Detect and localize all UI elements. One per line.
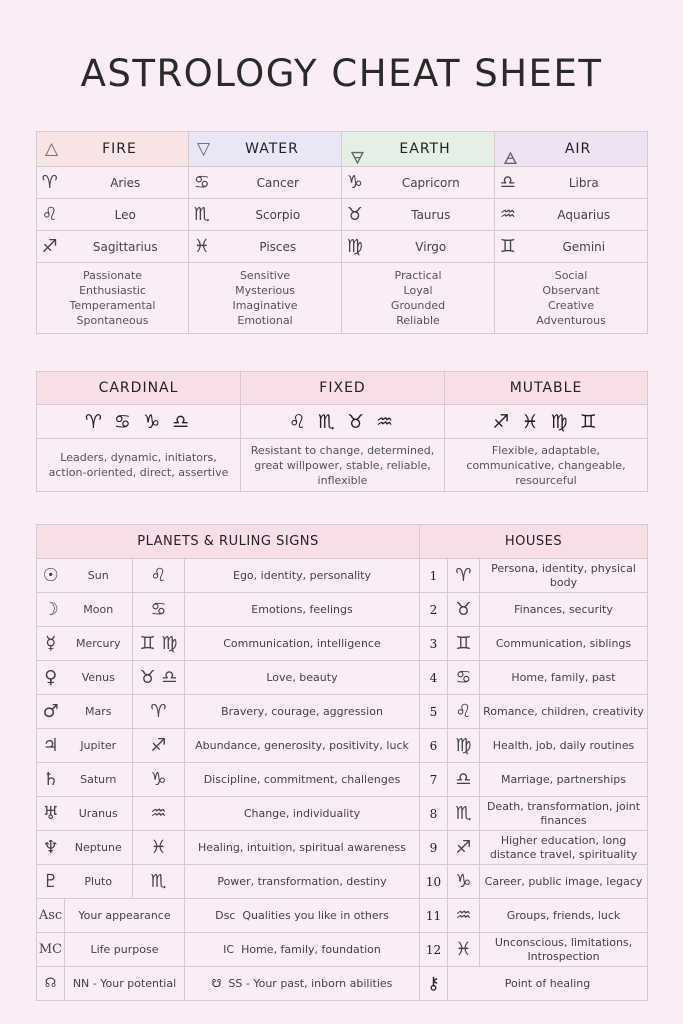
planet-row [37, 763, 420, 797]
house-description: Career, public image, legacy [480, 865, 648, 899]
planet-name: Mercury [65, 627, 133, 661]
water-traits [189, 263, 342, 334]
neptune-icon: ♆ [37, 831, 65, 865]
axis-pair [185, 933, 420, 967]
page-title: ASTROLOGY CHEAT SHEET [80, 52, 603, 95]
elements-sign-row [37, 231, 648, 263]
ruling-sign-icon: ♈ [133, 695, 185, 729]
planet-name: Saturn [65, 763, 133, 797]
planet-name: Neptune [65, 831, 133, 865]
moon-icon: ☽ [37, 593, 65, 627]
house-number: 7 [420, 763, 448, 797]
mutable-description: Flexible, adaptable, communicative, changeable, resourceful [445, 439, 648, 492]
sagittarius-icon: ♐ [37, 231, 63, 263]
house-number: 9 [420, 831, 448, 865]
trait: Social [554, 269, 588, 282]
midheaven-icon: MC [37, 933, 65, 967]
house-row [420, 627, 648, 661]
libra-icon: ♎ [448, 763, 480, 797]
water-triangle-icon: ▽ [197, 139, 212, 159]
ruling-sign-icon: ♉ ♎ [133, 661, 185, 695]
house-number: 6 [420, 729, 448, 763]
axis-row [37, 933, 420, 967]
south-node-icon: ☋ [211, 977, 222, 990]
planet-keywords: Power, transformation, destiny [185, 865, 420, 899]
house-number: 2 [420, 593, 448, 627]
healing-text: Point of healing [448, 967, 648, 1001]
ruling-sign-icon: ♒ [133, 797, 185, 831]
trait: Emotional [237, 314, 293, 327]
axis-pair [185, 899, 420, 933]
modalities-desc-row [37, 439, 648, 492]
sagittarius-icon: ♐ [448, 831, 480, 865]
elements-table [36, 131, 648, 334]
house-row [420, 797, 648, 831]
capricorn-icon: ♑ [448, 865, 480, 899]
house-row [420, 661, 648, 695]
house-row [420, 593, 648, 627]
trait: Adventurous [536, 314, 606, 327]
house-row [420, 899, 648, 933]
elements-sign-row [37, 199, 648, 231]
sign-name: Gemini [521, 231, 648, 263]
elements-sign-row [37, 167, 648, 199]
fixed-signs-icons: ♌ ♏ ♉ ♒ [241, 405, 445, 439]
planet-row [37, 593, 420, 627]
imum-coeli-icon: IC [223, 943, 235, 956]
trait: Practical [394, 269, 442, 282]
trait: Loyal [403, 284, 433, 297]
planet-keywords: Change, individuality [185, 797, 420, 831]
virgo-icon: ♍ [448, 729, 480, 763]
house-number: 10 [420, 865, 448, 899]
aquarius-icon: ♒ [495, 199, 521, 231]
house-number: 1 [420, 559, 448, 593]
sign-name: Aquarius [521, 199, 648, 231]
planet-name: Uranus [65, 797, 133, 831]
element-label: WATER [245, 141, 299, 157]
aries-icon: ♈ [448, 559, 480, 593]
axis-text: Qualities you like in others [242, 909, 389, 922]
house-row [420, 559, 648, 593]
sign-name: Sagittarius [63, 231, 189, 263]
axis-text: NN - Your potential [65, 967, 185, 1001]
ruling-sign-icon: ♑ [133, 763, 185, 797]
sign-name: Taurus [368, 199, 495, 231]
element-header-earth [342, 132, 495, 167]
modalities-glyph-row [37, 405, 648, 439]
planet-name: Sun [65, 559, 133, 593]
earth-traits [342, 263, 495, 334]
fire-triangle-icon: △ [45, 139, 60, 159]
taurus-icon: ♉ [342, 199, 368, 231]
planet-row [37, 627, 420, 661]
chiron-icon: ⚷ [420, 967, 448, 1001]
planet-keywords: Bravery, courage, aggression [185, 695, 420, 729]
pluto-icon: ♇ [37, 865, 65, 899]
houses-header-row [420, 525, 648, 559]
element-header-water [189, 132, 342, 167]
taurus-icon: ♉ [448, 593, 480, 627]
trait: Grounded [390, 299, 446, 312]
trait: Spontaneous [76, 314, 149, 327]
descendant-icon: Dsc [215, 909, 236, 922]
house-description: Home, family, past [480, 661, 648, 695]
house-description: Death, transformation, joint finances [480, 797, 648, 831]
gemini-icon: ♊ [495, 231, 521, 263]
ruling-sign-icon: ♓ [133, 831, 185, 865]
house-row [420, 831, 648, 865]
planet-keywords: Healing, intuition, spiritual awareness [185, 831, 420, 865]
elements-header-row [37, 132, 648, 167]
scorpio-icon: ♏ [448, 797, 480, 831]
scorpio-icon: ♏ [189, 199, 215, 231]
axis-text: Home, family, foundation [241, 943, 381, 956]
house-number: 11 [420, 899, 448, 933]
house-number: 5 [420, 695, 448, 729]
planets-table [36, 524, 420, 1001]
pisces-icon: ♓ [448, 933, 480, 967]
leo-icon: ♌ [37, 199, 63, 231]
house-row [420, 865, 648, 899]
pisces-icon: ♓ [189, 231, 215, 263]
gemini-icon: ♊ [448, 627, 480, 661]
planet-row [37, 797, 420, 831]
aquarius-icon: ♒ [448, 899, 480, 933]
cardinal-signs-icons: ♈ ♋ ♑ ♎ [37, 405, 241, 439]
house-row [420, 763, 648, 797]
sign-name: Virgo [368, 231, 495, 263]
venus-icon: ♀ [37, 661, 65, 695]
ruling-sign-icon: ♋ [133, 593, 185, 627]
planet-keywords: Ego, identity, personality [185, 559, 420, 593]
planet-name: Pluto [65, 865, 133, 899]
modality-header-cardinal: CARDINAL [37, 372, 241, 405]
sign-name: Capricorn [368, 167, 495, 199]
sign-name: Libra [521, 167, 648, 199]
elements-traits-row [37, 263, 648, 334]
planet-keywords: Abundance, generosity, positivity, luck [185, 729, 420, 763]
mutable-signs-icons: ♐ ♓ ♍ ♊ [445, 405, 648, 439]
ascendant-icon: Asc [37, 899, 65, 933]
element-header-air [495, 132, 648, 167]
planet-keywords: Emotions, feelings [185, 593, 420, 627]
axis-row [37, 967, 420, 1001]
house-description: Communication, siblings [480, 627, 648, 661]
fixed-description: Resistant to change, determined, great willpower, stable, reliable, inflexible [241, 439, 445, 492]
planet-row [37, 661, 420, 695]
ruling-sign-icon: ♌ [133, 559, 185, 593]
sign-name: Cancer [215, 167, 342, 199]
air-traits [495, 263, 648, 334]
fire-traits [37, 263, 189, 334]
trait: Creative [547, 299, 595, 312]
planet-name: Venus [65, 661, 133, 695]
house-row [420, 933, 648, 967]
ruling-sign-icon: ♏ [133, 865, 185, 899]
house-row [420, 729, 648, 763]
mercury-icon: ☿ [37, 627, 65, 661]
planet-row [37, 695, 420, 729]
planet-keywords: Love, beauty [185, 661, 420, 695]
house-number: 3 [420, 627, 448, 661]
houses-table [419, 524, 648, 1001]
house-number: 12 [420, 933, 448, 967]
axis-pair [185, 967, 420, 1001]
sign-name: Pisces [215, 231, 342, 263]
planet-row [37, 831, 420, 865]
sun-icon: ☉ [37, 559, 65, 593]
mars-icon: ♂ [37, 695, 65, 729]
healing-row [420, 967, 648, 1001]
houses-header: HOUSES [420, 525, 648, 559]
planet-name: Jupiter [65, 729, 133, 763]
planet-name: Mars [65, 695, 133, 729]
virgo-icon: ♍ [342, 231, 368, 263]
cancer-icon: ♋ [189, 167, 215, 199]
house-description: Finances, security [480, 593, 648, 627]
cardinal-description: Leaders, dynamic, initiators, action-oriented, direct, assertive [37, 439, 241, 492]
planet-name: Moon [65, 593, 133, 627]
planet-row [37, 865, 420, 899]
capricorn-icon: ♑ [342, 167, 368, 199]
trait: Observant [542, 284, 600, 297]
house-description: Unconscious, limitations, Introspection [480, 933, 648, 967]
house-description: Persona, identity, physical body [480, 559, 648, 593]
house-number: 8 [420, 797, 448, 831]
earth-triangle-icon: 🜃 [350, 149, 366, 169]
planets-header-row [37, 525, 420, 559]
axis-text: Life purpose [65, 933, 185, 967]
element-header-fire [37, 132, 189, 167]
element-label: FIRE [102, 141, 137, 157]
axis-text: SS - Your past, inborn abilities [228, 977, 393, 990]
element-label: EARTH [399, 141, 451, 157]
planet-row [37, 729, 420, 763]
modalities-table [36, 371, 648, 492]
ruling-sign-icon: ♊ ♍ [133, 627, 185, 661]
house-number: 4 [420, 661, 448, 695]
planet-row [37, 559, 420, 593]
axis-text: Your appearance [65, 899, 185, 933]
jupiter-icon: ♃ [37, 729, 65, 763]
trait: Imaginative [232, 299, 298, 312]
modality-header-mutable: MUTABLE [445, 372, 648, 405]
trait: Passionate [83, 269, 142, 282]
libra-icon: ♎ [495, 167, 521, 199]
house-description: Groups, friends, luck [480, 899, 648, 933]
axis-row [37, 899, 420, 933]
air-triangle-icon: 🜁 [503, 149, 519, 169]
uranus-icon: ♅ [37, 797, 65, 831]
trait: Enthusiastic [79, 284, 146, 297]
house-description: Romance, children, creativity [480, 695, 648, 729]
north-node-icon: ☊ [37, 967, 65, 1001]
leo-icon: ♌ [448, 695, 480, 729]
trait: Sensitive [239, 269, 291, 282]
planet-keywords: Discipline, commitment, challenges [185, 763, 420, 797]
saturn-icon: ♄ [37, 763, 65, 797]
trait: Temperamental [69, 299, 156, 312]
sign-name: Aries [63, 167, 189, 199]
house-description: Higher education, long distance travel, spirituality [480, 831, 648, 865]
planets-header: PLANETS & RULING SIGNS [37, 525, 420, 559]
house-description: Marriage, partnerships [480, 763, 648, 797]
aries-icon: ♈ [37, 167, 63, 199]
planet-keywords: Communication, intelligence [185, 627, 420, 661]
modalities-header-row [37, 372, 648, 405]
sign-name: Leo [63, 199, 189, 231]
trait: Reliable [396, 314, 440, 327]
modality-header-fixed: FIXED [241, 372, 445, 405]
house-description: Health, job, daily routines [480, 729, 648, 763]
sign-name: Scorpio [215, 199, 342, 231]
cancer-icon: ♋ [448, 661, 480, 695]
ruling-sign-icon: ♐ [133, 729, 185, 763]
house-row [420, 695, 648, 729]
trait: Mysterious [235, 284, 295, 297]
element-label: AIR [564, 141, 592, 157]
